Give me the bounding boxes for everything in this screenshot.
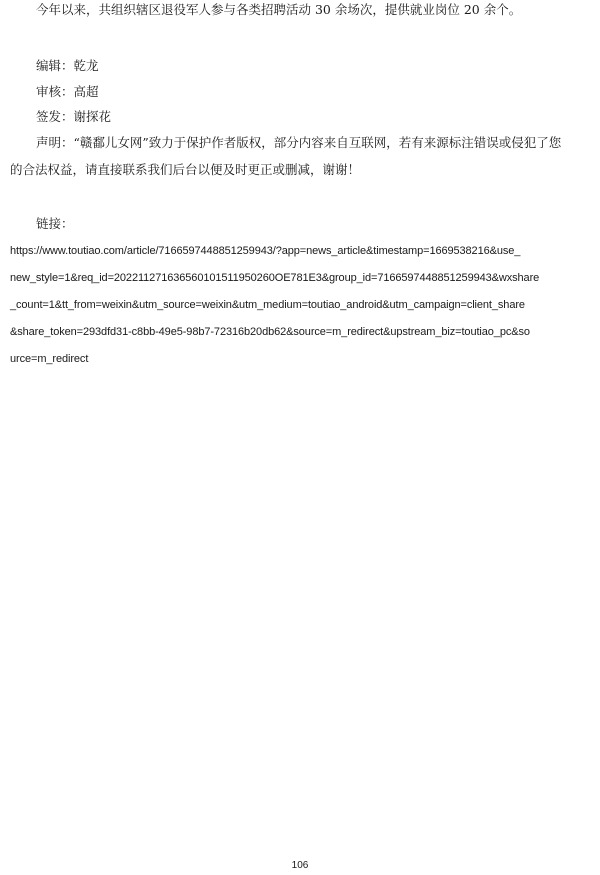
- copyright-statement-line-1: 声明：“赣鄱儿女网”致力于保护作者版权，部分内容来自互联网，若有来源标注错误或侵犯了您: [36, 135, 562, 150]
- copyright-statement-line-2: 的合法权益，请直接联系我们后台以便及时更正或删减，谢谢！: [10, 162, 361, 177]
- link-url-line-1: https://www.toutiao.com/article/7166597448851259943/?app=news_article&timestamp=1669538216&use_: [10, 245, 521, 257]
- link-url-line-2: new_style=1&req_id=202211271636560101511950260OE781E3&group_id=7166597448851259943&wxshare: [10, 272, 540, 284]
- editor-credit: 编辑：乾龙: [36, 58, 99, 73]
- reviewer-credit: 审核：高超: [36, 84, 99, 99]
- link-label: 链接：: [36, 216, 74, 231]
- link-url-line-4: &share_token=293dfd31-c8bb-49e5-98b7-72316b20db62&source=m_redirect&upstream_biz=toutiao_pc&so: [10, 326, 530, 338]
- intro-paragraph: 今年以来，共组织辖区退役军人参与各类招聘活动 30 余场次，提供就业岗位 20 余个。: [36, 2, 522, 17]
- link-url-line-3: _count=1&tt_from=weixin&utm_source=weixin&utm_medium=toutiao_android&utm_campaign=client_share: [10, 299, 525, 311]
- page-number: 106: [291, 860, 309, 871]
- approver-credit: 签发：谢探花: [36, 109, 112, 124]
- link-url-line-5: urce=m_redirect: [10, 353, 89, 365]
